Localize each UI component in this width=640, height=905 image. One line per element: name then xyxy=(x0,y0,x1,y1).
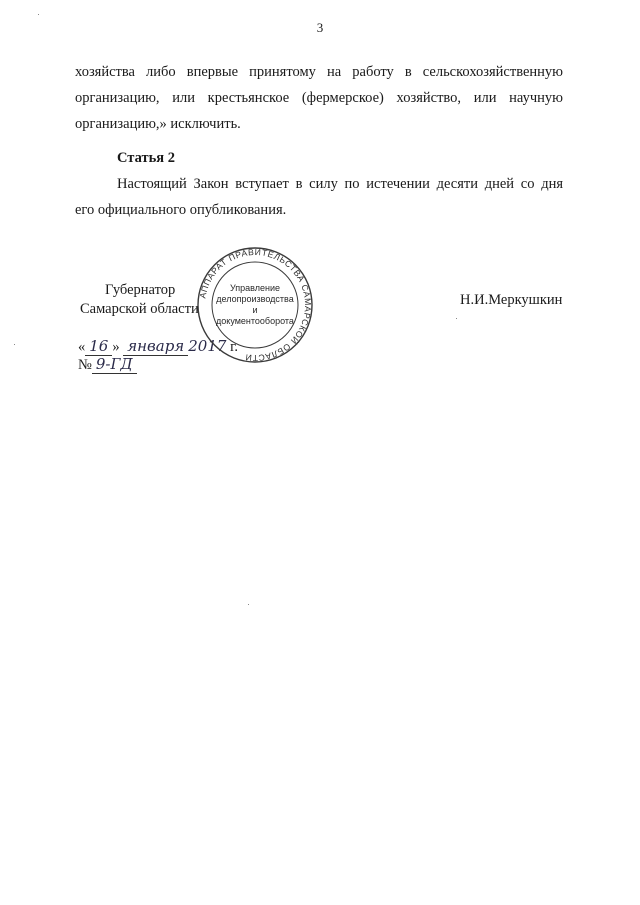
date-day: 16 xyxy=(85,337,112,356)
date-open-quote: « xyxy=(78,339,86,355)
seal-ring-text: АППАРАТ ПРАВИТЕЛЬСТВА САМАРСКОЙ ОБЛАСТИ xyxy=(197,246,314,364)
number-prefix: № xyxy=(78,357,92,373)
seal-center-line: и документооборота xyxy=(216,305,294,326)
text-line: хозяйства либо впервые принятому на работу в сельскохозяйственную xyxy=(75,64,563,80)
seal-center-line: Управление xyxy=(229,283,281,293)
article-section xyxy=(75,145,563,223)
scan-speck xyxy=(38,14,39,15)
text-line: Настоящий Закон вступает в силу по истечении десяти дней со дня xyxy=(117,176,563,192)
seal-center-text xyxy=(216,283,294,327)
page-number: 3 xyxy=(316,20,324,35)
article-heading: Статья 2 xyxy=(117,150,175,166)
number-value: 9-ГД xyxy=(92,355,137,374)
paragraph-continuation xyxy=(75,59,563,137)
scan-speck xyxy=(248,604,249,605)
signatory-name: Н.И.Меркушкин xyxy=(460,292,563,308)
law-number xyxy=(78,355,137,374)
signatory-region: Самарской области xyxy=(80,301,199,317)
signatory-title: Губернатор xyxy=(105,282,176,298)
date-year: 2017 xyxy=(188,337,227,355)
date-suffix: г. xyxy=(230,339,238,355)
official-seal xyxy=(196,246,314,364)
text-line: его официального опубликования. xyxy=(75,202,287,218)
seal-center-line: делопроизводства xyxy=(216,294,294,304)
text-line: организацию, или крестьянское (фермерское) хозяйство, или научную xyxy=(75,90,563,106)
date-month: января xyxy=(123,337,188,356)
scan-speck xyxy=(14,344,15,345)
text-line: организацию,» исключить. xyxy=(75,116,241,132)
date-close-quote: » xyxy=(112,339,120,355)
scan-speck xyxy=(456,318,457,319)
